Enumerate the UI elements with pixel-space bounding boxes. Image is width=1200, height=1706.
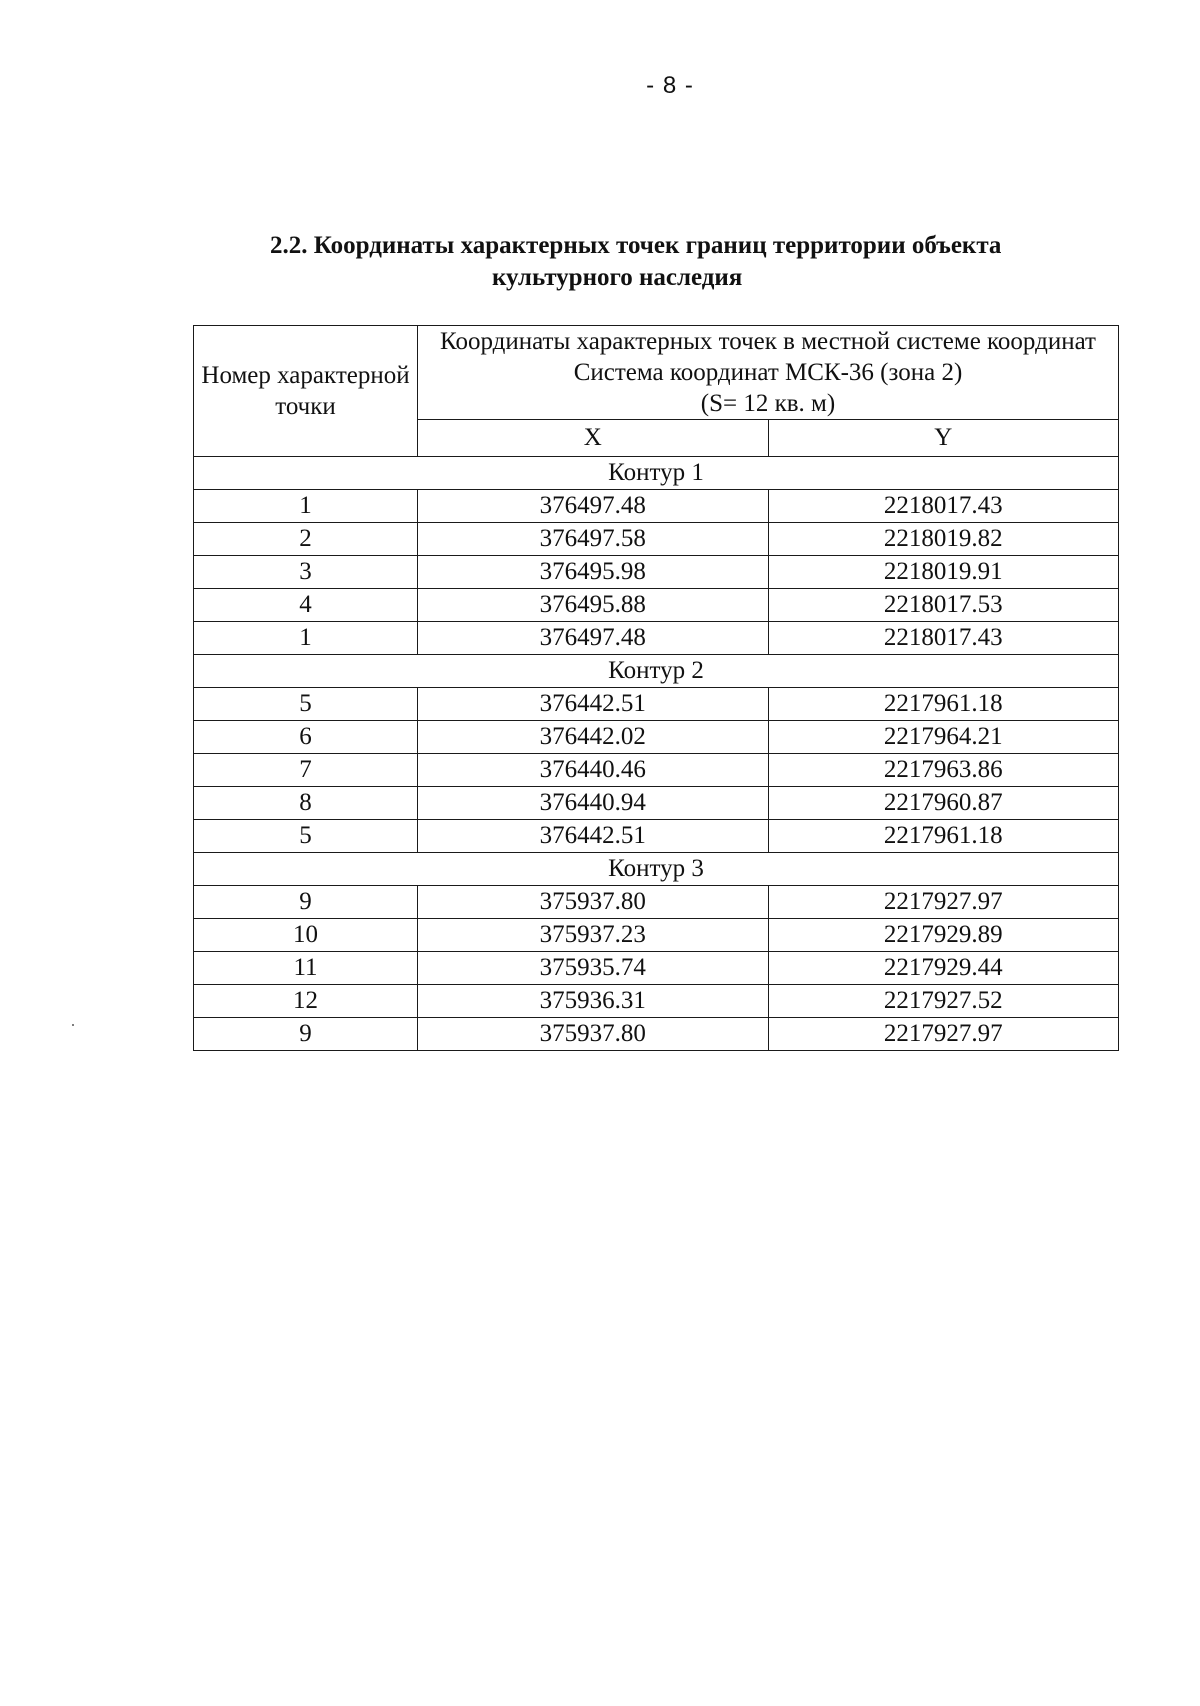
contour-title: Контур 1 bbox=[194, 457, 1119, 490]
table-row bbox=[194, 754, 1119, 787]
x-coordinate-cell: 376497.48 bbox=[418, 490, 769, 523]
x-coordinate-cell: 376442.02 bbox=[418, 721, 769, 754]
page-number: - 8 - bbox=[646, 72, 694, 99]
point-number-cell: 6 bbox=[194, 721, 418, 754]
point-number-cell: 3 bbox=[194, 556, 418, 589]
y-coordinate-cell: 2218019.82 bbox=[768, 523, 1119, 556]
x-coordinate-cell: 376440.46 bbox=[418, 754, 769, 787]
point-number-cell: 1 bbox=[194, 490, 418, 523]
y-coordinate-cell: 2217961.18 bbox=[768, 688, 1119, 721]
y-coordinate-cell: 2217963.86 bbox=[768, 754, 1119, 787]
point-number-cell: 4 bbox=[194, 589, 418, 622]
x-coordinate-cell: 376440.94 bbox=[418, 787, 769, 820]
point-number-cell: 10 bbox=[194, 919, 418, 952]
y-coordinate-cell: 2217927.97 bbox=[768, 1018, 1119, 1051]
x-coordinate-cell: 375936.31 bbox=[418, 985, 769, 1018]
table-row bbox=[194, 985, 1119, 1018]
y-coordinate-cell: 2218017.43 bbox=[768, 622, 1119, 655]
table-row bbox=[194, 886, 1119, 919]
x-coordinate-cell: 376495.98 bbox=[418, 556, 769, 589]
section-heading-line2: культурного наследия bbox=[492, 264, 743, 291]
coordinates-header-line1: Координаты характерных точек в местной системе координат bbox=[440, 328, 1096, 355]
table-row bbox=[194, 622, 1119, 655]
y-coordinate-cell: 2217929.44 bbox=[768, 952, 1119, 985]
y-coordinate-cell: 2218017.53 bbox=[768, 589, 1119, 622]
y-coordinate-cell: 2217961.18 bbox=[768, 820, 1119, 853]
table-row bbox=[194, 919, 1119, 952]
x-coordinate-cell: 376442.51 bbox=[418, 688, 769, 721]
contour-row bbox=[194, 853, 1119, 886]
section-heading-line1: 2.2. Координаты характерных точек границ территории объекта bbox=[270, 232, 1002, 259]
point-number-cell: 12 bbox=[194, 985, 418, 1018]
table-row bbox=[194, 787, 1119, 820]
point-number-cell: 2 bbox=[194, 523, 418, 556]
point-number-cell: 8 bbox=[194, 787, 418, 820]
x-coordinate-cell: 375937.80 bbox=[418, 886, 769, 919]
point-number-cell: 7 bbox=[194, 754, 418, 787]
y-coordinate-cell: 2217964.21 bbox=[768, 721, 1119, 754]
y-coordinate-cell: 2217927.97 bbox=[768, 886, 1119, 919]
y-coordinate-cell: 2218017.43 bbox=[768, 490, 1119, 523]
x-coordinate-cell: 376497.58 bbox=[418, 523, 769, 556]
y-column-header: Y bbox=[768, 420, 1119, 457]
table-row bbox=[194, 589, 1119, 622]
y-coordinate-cell: 2217960.87 bbox=[768, 787, 1119, 820]
y-coordinate-cell: 2217927.52 bbox=[768, 985, 1119, 1018]
coordinates-table-body bbox=[194, 457, 1119, 1051]
point-number-cell: 9 bbox=[194, 1018, 418, 1051]
x-coordinate-cell: 376442.51 bbox=[418, 820, 769, 853]
x-coordinate-cell: 375935.74 bbox=[418, 952, 769, 985]
contour-title: Контур 2 bbox=[194, 655, 1119, 688]
coordinates-header-line3: (S= 12 кв. м) bbox=[700, 390, 836, 417]
x-coordinate-cell: 375937.80 bbox=[418, 1018, 769, 1051]
table-row bbox=[194, 490, 1119, 523]
point-number-header: Номер характерной точки bbox=[194, 326, 418, 457]
point-number-cell: 9 bbox=[194, 886, 418, 919]
y-coordinate-cell: 2218019.91 bbox=[768, 556, 1119, 589]
point-number-cell: 11 bbox=[194, 952, 418, 985]
coordinates-header-line2: Система координат МСК-36 (зона 2) bbox=[573, 359, 963, 386]
contour-row bbox=[194, 457, 1119, 490]
point-number-cell: 1 bbox=[194, 622, 418, 655]
table-row bbox=[194, 523, 1119, 556]
x-coordinate-cell: 375937.23 bbox=[418, 919, 769, 952]
contour-row bbox=[194, 655, 1119, 688]
y-coordinate-cell: 2217929.89 bbox=[768, 919, 1119, 952]
section-heading bbox=[270, 230, 1150, 294]
point-number-cell: 5 bbox=[194, 820, 418, 853]
contour-title: Контур 3 bbox=[194, 853, 1119, 886]
x-column-header: X bbox=[418, 420, 769, 457]
table-row bbox=[194, 688, 1119, 721]
coordinates-table bbox=[193, 325, 1119, 1051]
table-row bbox=[194, 820, 1119, 853]
scan-speck bbox=[72, 1024, 74, 1026]
x-coordinate-cell: 376497.48 bbox=[418, 622, 769, 655]
x-coordinate-cell: 376495.88 bbox=[418, 589, 769, 622]
table-row bbox=[194, 1018, 1119, 1051]
table-row bbox=[194, 952, 1119, 985]
coordinates-header bbox=[418, 326, 1119, 420]
point-number-cell: 5 bbox=[194, 688, 418, 721]
table-row bbox=[194, 556, 1119, 589]
table-row bbox=[194, 721, 1119, 754]
